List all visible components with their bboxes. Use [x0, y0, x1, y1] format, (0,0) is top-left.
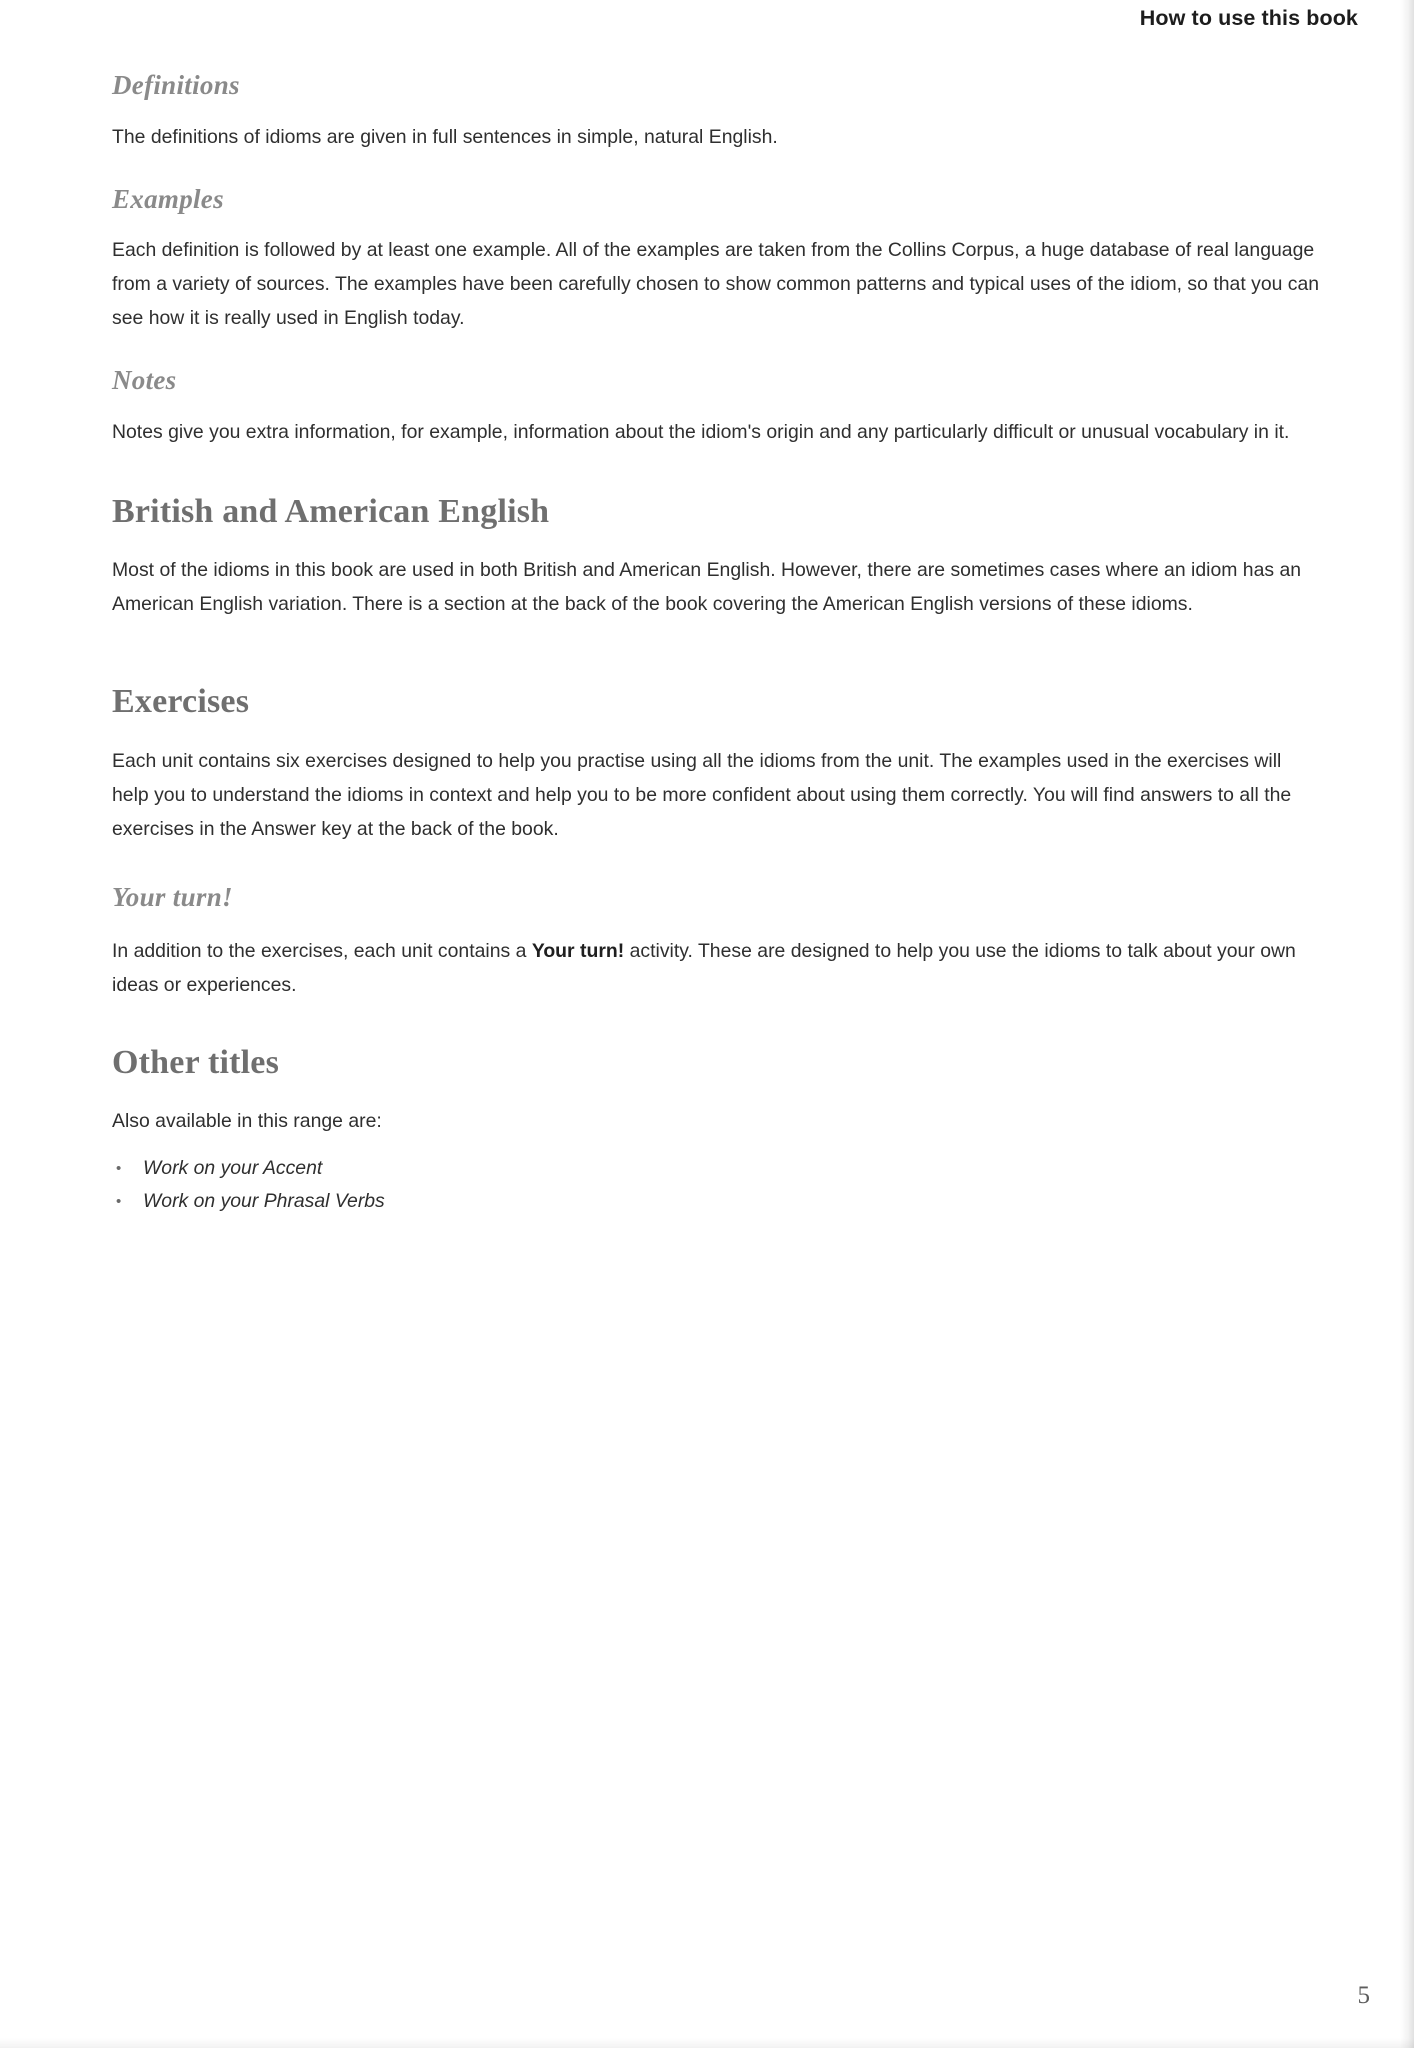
bullet-icon: •: [116, 1160, 122, 1177]
running-head: How to use this book: [1139, 6, 1358, 30]
page-number: 5: [1357, 1982, 1370, 2009]
other-titles-list: [112, 1152, 1322, 1218]
paragraph-british-american-english: Most of the idioms in this book are used in both British and American English. However, there are sometimes cases where an idiom has an American English variation. There is a section at the back of the book covering the American English versions of these idioms.: [112, 559, 1302, 615]
paragraph-your-turn-bold: Your turn!: [531, 940, 625, 962]
section-exercises: [112, 683, 1322, 846]
list-item: [112, 1185, 1322, 1218]
page-edge-shadow-right: [1400, 0, 1414, 2048]
section-british-american-english: [112, 493, 1322, 621]
list-item: [112, 1152, 1322, 1185]
heading-your-turn: Your turn!: [112, 882, 233, 912]
page-content: [112, 70, 1322, 1218]
paragraph-your-turn: [112, 934, 1322, 1002]
section-notes: [112, 365, 1322, 449]
paragraph-other-titles: Also available in this range are:: [112, 1110, 382, 1132]
heading-exercises: Exercises: [112, 683, 250, 720]
list-item-label: Work on your Phrasal Verbs: [143, 1190, 385, 1212]
paragraph-notes: Notes give you extra information, for example, information about the idiom's origin and any particularly difficult or unusual vocabulary in it.: [112, 421, 1290, 443]
section-examples: [112, 184, 1322, 335]
section-your-turn: [112, 882, 1322, 1002]
list-item-label: Work on your Accent: [143, 1157, 323, 1179]
bullet-icon: •: [116, 1193, 122, 1210]
heading-definitions: Definitions: [112, 70, 240, 100]
page-edge-shadow-bottom: [0, 2038, 1414, 2048]
paragraph-definitions: The definitions of idioms are given in full sentences in simple, natural English.: [112, 126, 778, 148]
paragraph-examples: Each definition is followed by at least one example. All of the examples are taken from the Collins Corpus, a huge database of real language from a variety of sources. The examples have been carefully chosen to show common patterns and typical uses of the idiom, so that you can see how it is really used in English today.: [112, 239, 1320, 329]
paragraph-your-turn-before: In addition to the exercises, each unit contains a: [112, 940, 532, 962]
heading-examples: Examples: [112, 184, 224, 214]
paragraph-exercises: Each unit contains six exercises designed to help you practise using all the idioms from the unit. The examples used in the exercises will help you to understand the idioms in context and help you to be more confident about using them correctly. You will find answers to all the exercises in the Answer key at the back of the book.: [112, 750, 1292, 840]
paragraph-your-turn-after: activity. These are designed to help you use the idioms to talk about your own ideas or experiences.: [112, 940, 1296, 996]
section-other-titles: [112, 1044, 1322, 1218]
section-definitions: [112, 70, 1322, 154]
heading-notes: Notes: [112, 365, 177, 395]
heading-other-titles: Other titles: [112, 1044, 280, 1081]
heading-british-american-english: British and American English: [112, 493, 550, 530]
